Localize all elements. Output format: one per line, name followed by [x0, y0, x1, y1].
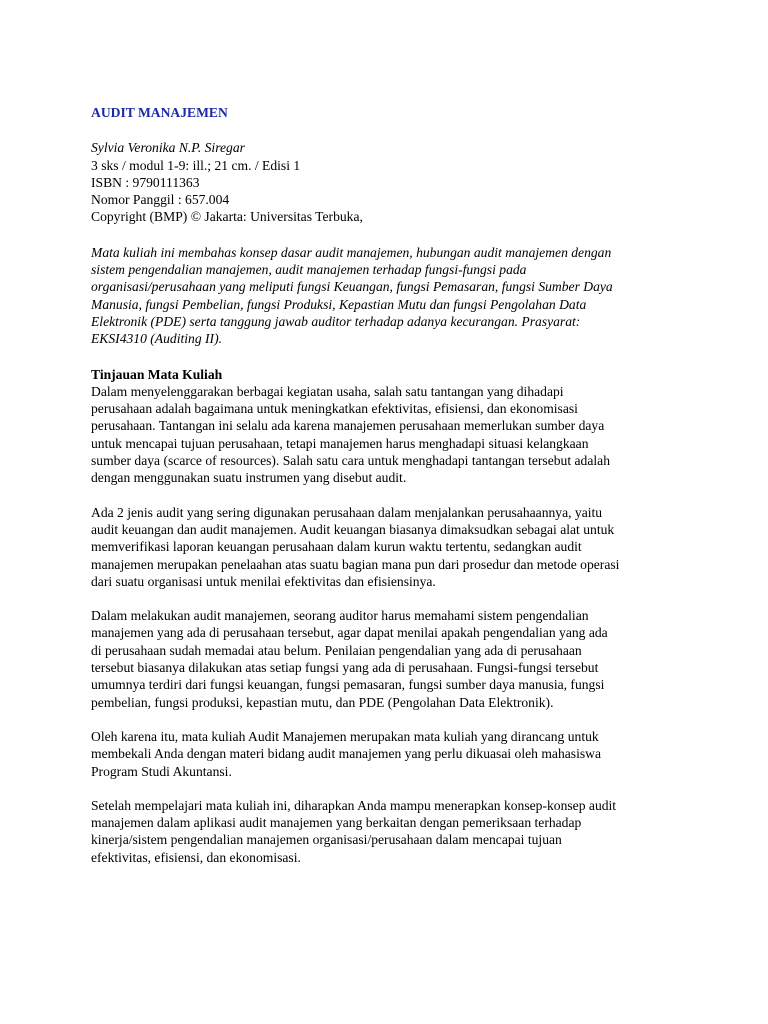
paragraph-line: Setelah mempelajari mata kuliah ini, diharapkan Anda mampu menerapkan konsep-konsep audit — [91, 797, 617, 813]
paragraph-line: Oleh karena itu, mata kuliah Audit Manajemen merupakan mata kuliah yang dirancang untuk — [91, 728, 599, 744]
paragraph-line: manajemen merupakan penelaahan atas suatu bagian mana pun dari prosedur dan metode operasi — [91, 556, 620, 572]
paragraph-line: perusahaan. Tantangan ini selalu ada karena manajemen perusahaan memerlukan sumber daya — [91, 418, 605, 434]
section-heading: Tinjauan Mata Kuliah — [91, 366, 223, 382]
paragraph-line: umumnya terdiri dari fungsi keuangan, fungsi pemasaran, fungsi sumber daya manusia, fungsi — [91, 677, 605, 693]
course-details: 3 sks / modul 1-9: ill.; 21 cm. / Edisi 1 — [91, 157, 301, 173]
paragraph-line: Ada 2 jenis audit yang sering digunakan perusahaan dalam menjalankan perusahaannya, yaitu — [91, 504, 603, 520]
paragraph-line: memverifikasi laporan keuangan perusahaan dalam kurun waktu tertentu, sedangkan audit — [91, 539, 582, 555]
paragraph-2 — [91, 504, 691, 590]
paragraph-line: manajemen dalam aplikasi audit manajemen yang berkaitan dengan pemeriksaan terhadap — [91, 815, 582, 831]
paragraph-line: pembelian, fungsi produksi, kepastian mutu, dan PDE (Pengolahan Data Elektronik). — [91, 694, 554, 710]
document-title: AUDIT MANAJEMEN — [91, 105, 228, 120]
paragraph-4 — [91, 728, 691, 780]
call-number: Nomor Panggil : 657.004 — [91, 192, 230, 208]
abstract-line: Elektronik (PDE) serta tanggung jawab auditor terhadap adanya kecurangan. Prasyarat: — [91, 313, 581, 329]
paragraph-line: efektivitas, efisiensi, dan ekonomisasi. — [91, 849, 301, 865]
paragraph-line: dari suatu organisasi untuk menilai efektivitas dan efisiensinya. — [91, 573, 436, 589]
paragraph-1 — [91, 366, 691, 487]
paragraph-line: kinerja/sistem pengendalian manajemen organisasi/perusahaan dalam mencapai tujuan — [91, 832, 562, 848]
paragraph-line: sumber daya (scarce of resources). Salah satu cara untuk menghadapi tantangan tersebut adalah — [91, 453, 610, 469]
paragraph-line: membekali Anda dengan materi bidang audit manajemen yang perlu dikuasai oleh mahasiswa — [91, 746, 601, 762]
paragraph-line: audit keuangan dan audit manajemen. Audit keuangan biasanya dimaksudkan sebagai alat untuk — [91, 521, 615, 537]
paragraph-line: di perusahaan sudah memadai atau belum. Penilaian pengendalian yang ada di perusahaan — [91, 642, 582, 658]
abstract-line: Mata kuliah ini membahas konsep dasar audit manajemen, hubungan audit manajemen dengan — [91, 244, 612, 260]
abstract-line: organisasi/perusahaan yang meliputi fungsi Keuangan, fungsi Pemasaran, fungsi Sumber Daya — [91, 279, 613, 295]
abstract-line: EKSI4310 (Auditing II). — [91, 331, 223, 347]
copyright: Copyright (BMP) © Jakarta: Universitas Terbuka, — [91, 209, 363, 225]
paragraph-3 — [91, 607, 691, 711]
abstract — [91, 244, 691, 348]
document-page — [91, 104, 691, 883]
paragraph-line: Program Studi Akuntansi. — [91, 763, 232, 779]
isbn: ISBN : 9790111363 — [91, 174, 200, 190]
paragraph-line: dengan menggunakan suatu instrumen yang disebut audit. — [91, 470, 407, 486]
paragraph-line: tersebut biasanya dilakukan atas setiap fungsi yang ada di perusahaan. Fungsi-fungsi tersebut — [91, 660, 599, 676]
paragraph-line: Dalam melakukan audit manajemen, seorang auditor harus memahami sistem pengendalian — [91, 608, 589, 624]
author: Sylvia Veronika N.P. Siregar — [91, 140, 245, 156]
paragraph-line: manajemen yang ada di perusahaan tersebut, agar dapat menilai apakah pengendalian yang ada — [91, 625, 608, 641]
bibliographic-info — [91, 139, 691, 225]
abstract-line: Manusia, fungsi Pembelian, fungsi Produksi, Kepastian Mutu dan fungsi Pengolahan Data — [91, 296, 587, 312]
abstract-line: sistem pengendalian manajemen, audit manajemen terhadap fungsi-fungsi pada — [91, 262, 527, 278]
paragraph-line: perusahaan adalah bagaimana untuk meningkatkan efektivitas, efisiensi, dan ekonomisasi — [91, 401, 578, 417]
paragraph-line: Dalam menyelenggarakan berbagai kegiatan usaha, salah satu tantangan yang dihadapi — [91, 383, 564, 399]
paragraph-line: untuk mencapai tujuan perusahaan, tetapi manajemen harus menghadapi situasi kelangkaan — [91, 435, 589, 451]
paragraph-5 — [91, 797, 691, 866]
